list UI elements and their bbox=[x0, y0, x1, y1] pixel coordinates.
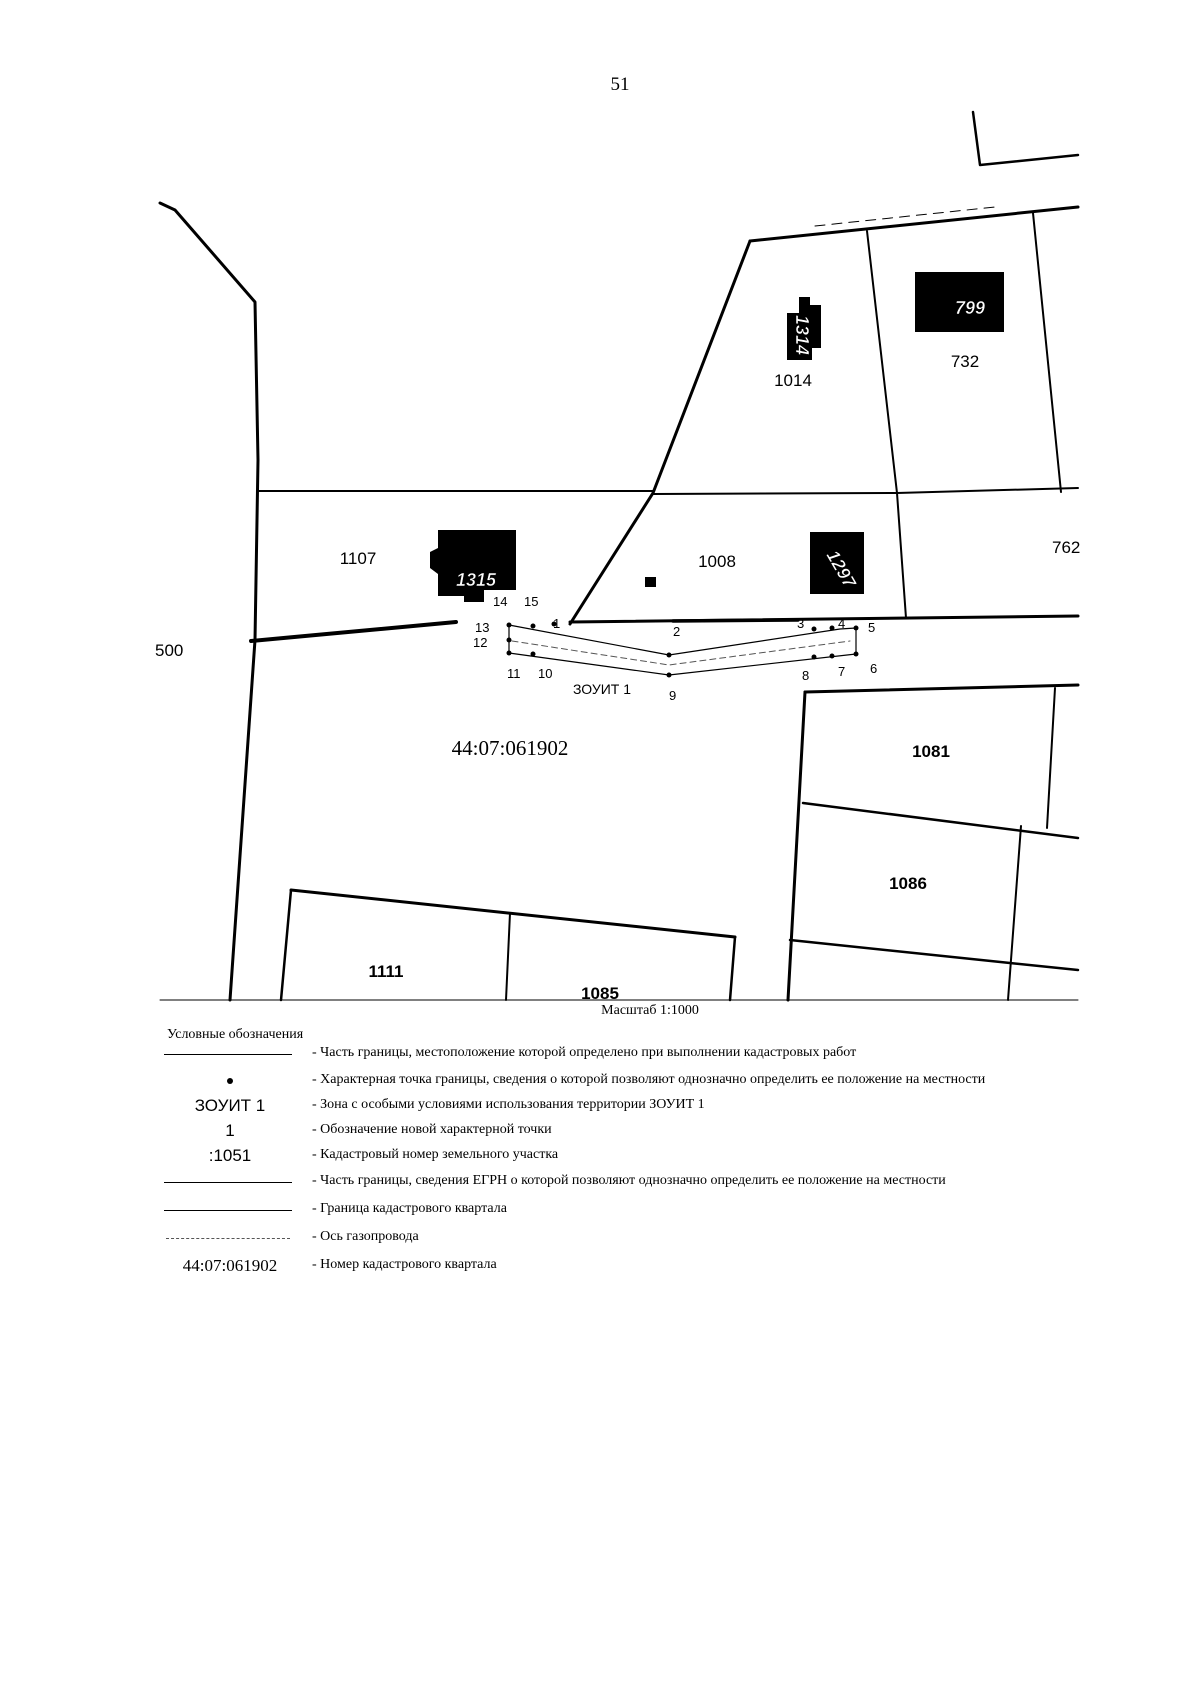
parcel-1081 bbox=[805, 685, 1078, 692]
quarter-label: 44:07:061902 bbox=[451, 736, 569, 760]
point-label-9: 9 bbox=[669, 688, 677, 703]
point-label-4: 4 bbox=[838, 616, 846, 631]
zouit-label: ЗОУИТ 1 bbox=[572, 681, 632, 697]
parcel-label-1085: 1085 bbox=[581, 984, 619, 1003]
building-1315 bbox=[430, 530, 516, 602]
parcel-label-762: 762 bbox=[1052, 538, 1081, 557]
legend-item-cadastral-number: :1051 - Кадастровый номер земельного участка bbox=[208, 1146, 559, 1165]
point-label-13: 13 bbox=[475, 620, 490, 635]
point-label-11: 11 bbox=[507, 666, 521, 681]
legend-item-defined-boundary: - Часть границы, местоположение которой определено при выполнении кадастровых работ bbox=[160, 1042, 1100, 1066]
parcel-label-1086: 1086 bbox=[889, 874, 927, 893]
dashed-boundary-top bbox=[815, 207, 995, 226]
parcel-label-1008: 1008 bbox=[698, 552, 736, 571]
point-label-14: 14 bbox=[493, 594, 508, 609]
building-label-1297: 1297 bbox=[822, 546, 860, 592]
point-label-3: 3 bbox=[797, 616, 805, 631]
legend-item-egrn-boundary: - Часть границы, сведения ЕГРН о которой позволяют однозначно определить ее положение на местности bbox=[160, 1170, 1100, 1194]
point-label-12: 12 bbox=[473, 635, 488, 650]
point-label-15: 15 bbox=[524, 594, 539, 609]
page-number: 51 bbox=[610, 74, 630, 95]
point-label-2: 2 bbox=[673, 624, 681, 639]
building-label-1315: 1315 bbox=[455, 570, 497, 590]
divider-1014-732 bbox=[867, 231, 897, 493]
scale-label: Масштаб 1:1000 bbox=[601, 1003, 699, 1018]
left-boundary bbox=[160, 203, 258, 1000]
point-label-10: 10 bbox=[538, 666, 553, 681]
building-label-1314: 1314 bbox=[792, 314, 812, 356]
parcel-label-1081: 1081 bbox=[912, 742, 950, 761]
parcel-1008-bottom bbox=[570, 616, 1078, 622]
legend-item-gas-pipeline: - Ось газопровода bbox=[160, 1226, 1100, 1250]
point-label-7: 7 bbox=[838, 664, 846, 679]
point-label-6: 6 bbox=[870, 661, 878, 676]
parcel-label-732: 732 bbox=[950, 352, 980, 371]
point-label-8: 8 bbox=[802, 668, 810, 683]
point-label-1: 1 bbox=[553, 616, 561, 631]
point-label-5: 5 bbox=[868, 620, 876, 635]
divider-732-right bbox=[1033, 213, 1061, 492]
quarter-boundary-corner bbox=[973, 112, 1078, 165]
legend-item-zouit: ЗОУИТ 1 - Зона с особыми условиями использования территории ЗОУИТ 1 bbox=[194, 1096, 705, 1115]
point-icon bbox=[227, 1078, 233, 1084]
parcel-label-1111: 1111 bbox=[368, 962, 404, 981]
parcel-label-1014: 1014 bbox=[774, 371, 812, 390]
small-building bbox=[645, 577, 656, 587]
parcel-1008-bottom-segment bbox=[673, 620, 798, 621]
parcel-1107-bottom bbox=[251, 622, 456, 641]
divider-1008-762 bbox=[897, 493, 906, 618]
legend-item-characteristic-point: - Характерная точка границы, сведения о которой позволяют однозначно определить ее положение на местности bbox=[160, 1069, 1100, 1093]
parcel-1008-top bbox=[653, 488, 1078, 494]
legend-item-quarter-boundary: - Граница кадастрового квартала bbox=[160, 1198, 1100, 1222]
parcel-label-500: 500 bbox=[155, 641, 184, 660]
parcel-1111 bbox=[291, 890, 735, 937]
legend-title: Условные обозначения bbox=[167, 1027, 304, 1042]
building-label-799: 799 bbox=[954, 298, 986, 318]
parcel-label-1107: 1107 bbox=[339, 549, 377, 568]
legend-item-new-point: 1 - Обозначение новой характерной точки bbox=[225, 1121, 552, 1140]
legend-item-quarter-number: 44:07:061902 - Номер кадастрового квартала bbox=[182, 1256, 497, 1275]
road-boundary-top bbox=[750, 207, 1078, 241]
